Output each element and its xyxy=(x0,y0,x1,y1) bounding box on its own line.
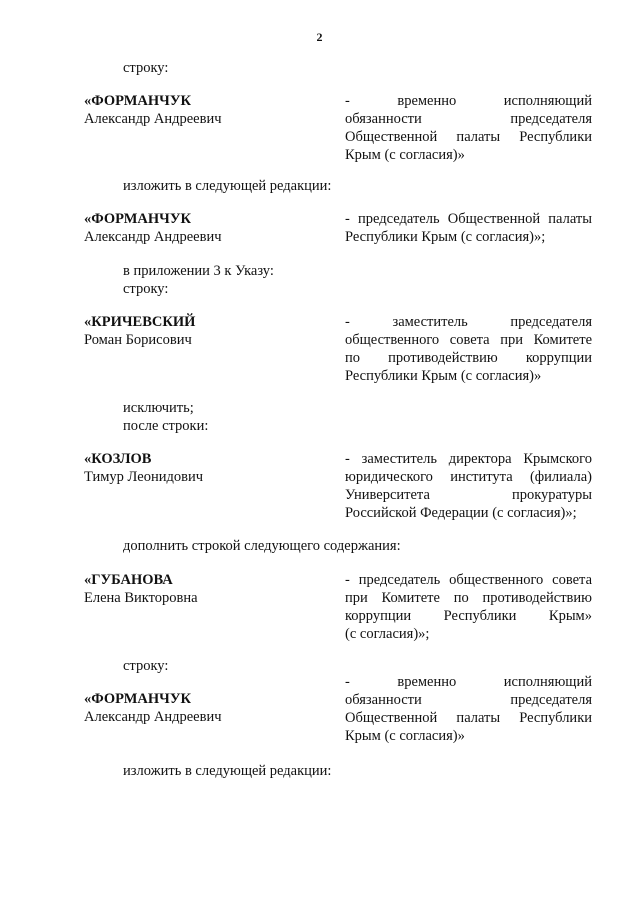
entry-description-line: - председатель общественного совета xyxy=(345,572,592,588)
entry-given-name: Тимур Леонидович xyxy=(84,469,204,485)
paragraph-line: дополнить строкой следующего содержания: xyxy=(123,538,401,554)
entry-description-line: Крым (с согласия)» xyxy=(345,147,465,163)
entry-description-line: по противодействию коррупции xyxy=(345,350,592,366)
entry-description-line: - заместитель директора Крымского xyxy=(345,451,592,467)
paragraph-line: исключить; xyxy=(123,400,194,416)
entry-description-line: коррупции Республики Крым» xyxy=(345,608,592,624)
entry-description xyxy=(345,450,592,522)
entry-description-line: общественного совета при Комитете xyxy=(345,332,592,348)
paragraph-line: строку: xyxy=(123,658,169,674)
entry-name xyxy=(84,450,324,486)
entry-description-line: Общественной палаты Республики xyxy=(345,129,592,145)
paragraph-line: изложить в следующей редакции: xyxy=(123,178,332,194)
entry-description-line: Республики Крым (с согласия)» xyxy=(345,368,542,384)
entry-description-line: Республики Крым (с согласия)»; xyxy=(345,229,546,245)
entry-description-line: (с согласия)»; xyxy=(345,626,430,642)
paragraph-line: после строки: xyxy=(123,418,209,434)
entry-description-line: Российской Федерации (с согласия)»; xyxy=(345,505,577,521)
entry-surname: «ФОРМАНЧУК xyxy=(84,211,191,227)
entry-description-line: Общественной палаты Республики xyxy=(345,710,592,726)
entry-surname: «ГУБАНОВА xyxy=(84,572,173,588)
entry-surname: «ФОРМАНЧУК xyxy=(84,93,191,109)
entry-given-name: Елена Викторовна xyxy=(84,590,198,606)
entry-description xyxy=(345,92,592,164)
entry-description-line: - председатель Общественной палаты xyxy=(345,211,592,227)
entry-description-line: - временно исполняющий xyxy=(345,674,592,690)
entry-given-name: Александр Андреевич xyxy=(84,709,222,725)
entry-description xyxy=(345,673,592,745)
paragraph-line: в приложении 3 к Указу: xyxy=(123,263,274,279)
entry-name xyxy=(84,313,324,349)
paragraph-line: строку: xyxy=(123,281,169,297)
entry-given-name: Роман Борисович xyxy=(84,332,192,348)
entry-name xyxy=(84,92,324,128)
entry-description xyxy=(345,313,592,385)
entry-description-line: при Комитете по противодействию xyxy=(345,590,592,606)
entry-surname: «ФОРМАНЧУК xyxy=(84,691,191,707)
entry-description-line: обязанности председателя xyxy=(345,692,592,708)
entry-name xyxy=(84,571,324,607)
entry-name xyxy=(84,210,324,246)
entry-description-line: обязанности председателя xyxy=(345,111,592,127)
entry-given-name: Александр Андреевич xyxy=(84,111,222,127)
entry-name xyxy=(84,690,324,726)
entry-description-line: - временно исполняющий xyxy=(345,93,592,109)
entry-description xyxy=(345,571,592,643)
entry-surname: «КРИЧЕВСКИЙ xyxy=(84,314,196,330)
entry-description-line: - заместитель председателя xyxy=(345,314,592,330)
entry-surname: «КОЗЛОВ xyxy=(84,451,152,467)
paragraph-line: изложить в следующей редакции: xyxy=(123,763,332,779)
entry-description-line: юридического института (филиала) xyxy=(345,469,592,485)
entry-description xyxy=(345,210,592,246)
page-number: 2 xyxy=(316,30,323,44)
entry-description-line: Университета прокуратуры xyxy=(345,487,592,503)
entry-description-line: Крым (с согласия)» xyxy=(345,728,465,744)
paragraph-line: строку: xyxy=(123,60,169,76)
entry-given-name: Александр Андреевич xyxy=(84,229,222,245)
